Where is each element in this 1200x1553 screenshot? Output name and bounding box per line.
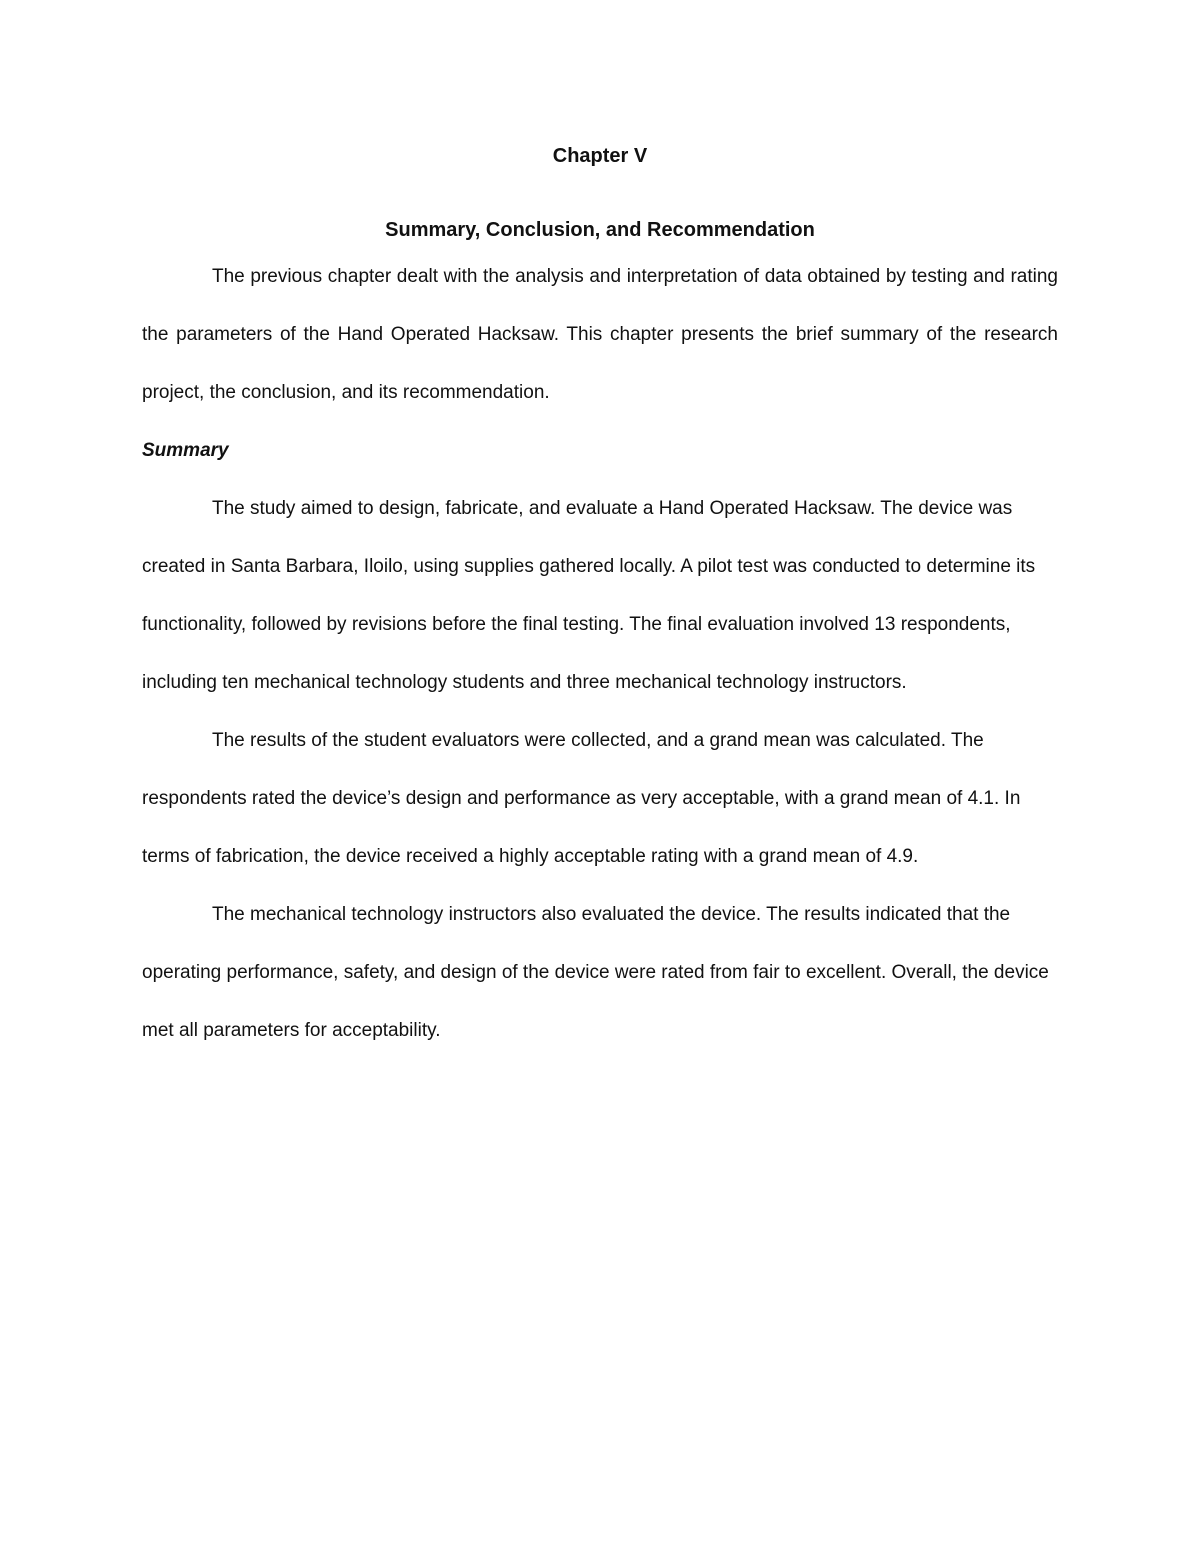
summary-paragraph-3: The mechanical technology instructors also evaluated the device. The results indicated that the operating performance, safety, and design of the device were rated from fair to excellent. Overall, the device met all parameters for acceptability. bbox=[142, 904, 1049, 1041]
summary-paragraph-1: The study aimed to design, fabricate, and evaluate a Hand Operated Hacksaw. The device was created in Santa Barbara, Iloilo, using supplies gathered locally. A pilot test was conducted to determine its functionality, followed by revisions before the final testing. The final evaluation involved 13 respondents, including ten mechanical technology students and three mechanical technology instructors. bbox=[142, 498, 1036, 693]
chapter-subtitle: Summary, Conclusion, and Recommendation bbox=[385, 219, 815, 241]
chapter-title: Chapter V bbox=[552, 145, 648, 167]
summary-paragraph-2: The results of the student evaluators were collected, and a grand mean was calculated. The respondents rated the device’s design and performance as very acceptable, with a grand mean of 4.1. In terms of fabrication, the device received a highly acceptable rating with a grand mean of 4.9. bbox=[142, 730, 1021, 867]
page-content bbox=[142, 138, 1058, 1060]
section-heading-summary: Summary bbox=[142, 440, 229, 461]
intro-paragraph: The previous chapter dealt with the analysis and interpretation of data obtained by testing and rating the parameters of the Hand Operated Hacksaw. This chapter presents the brief summary of the research project, the conclusion, and its recommendation. bbox=[142, 266, 1058, 403]
